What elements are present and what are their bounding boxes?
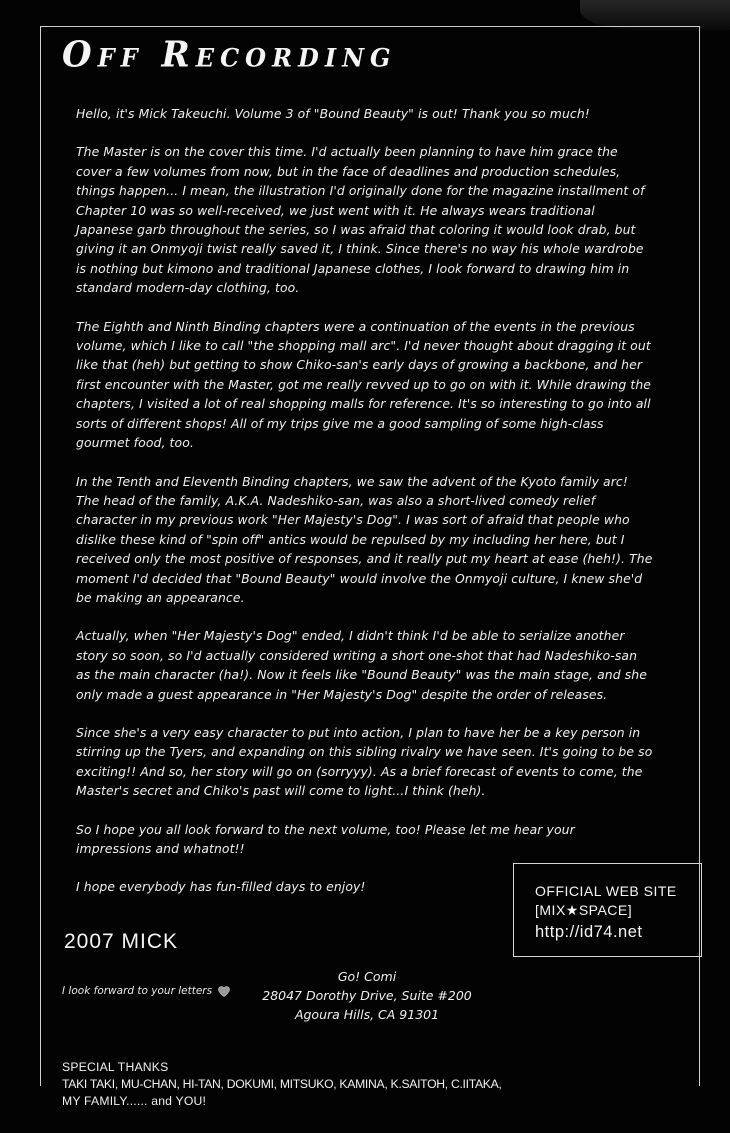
letter-paragraph: So I hope you all look forward to the next volume, too! Please let me hear your impressions and whatnot!!	[76, 821, 575, 856]
address-city: Agoura Hills, CA 91301	[294, 1007, 440, 1022]
thanks-names: TAKI TAKI, MU-CHAN, HI-TAN, DOKUMI, MITSUKO, KAMINA, K.SAITOH, C.IITAKA,	[62, 1077, 502, 1091]
thanks-family: MY FAMILY...... and YOU!	[62, 1094, 207, 1108]
letter-paragraph: Since she's a very easy character to put into action, I plan to have her be a key person in stirring up the Tyers, and expanding on this sibling rivalry we have seen. It's going to be so exciting!! And so, her story will go on (sorryyy). As a brief forecast of events to come, the Master's secret and Chiko's past will come to light...I think (heh).	[76, 724, 653, 799]
letter-paragraph: The Eighth and Ninth Binding chapters were a continuation of the events in the previous volume, which I like to call "the shopping mall arc". I'd never thought about dragging it out like that (heh) but getting to show Chiko-san's early days of growing a backbone, and her first encounter with the Master, got me really revved up to go on with it. While drawing the chapters, I visited a lot of real shopping malls for reference. It's so interesting to go into all sorts of different shops! All of my trips give me a good sampling of some high-class gourmet food, too.	[76, 318, 652, 451]
letter-body	[76, 104, 654, 916]
letter-paragraph: The Master is on the cover this time. I'd actually been planning to have him grace the cover a few volumes from now, but in the face of deadlines and production schedules, things happen... I mean, the illustration I'd originally done for the magazine installment of Chapter 10 was so well-received, we just went with it. He always wears traditional Japanese garb throughout the series, so I was afraid that coloring it would look drab, but giving it an Onmyoji twist really saved it, I think. Since there's no way his whole wardrobe is nothing but kimono and traditional Japanese clothes, I look forward to drawing him in standard modern-day clothing, too.	[76, 144, 645, 296]
letter-paragraph: Actually, when "Her Majesty's Dog" ended, I didn't think I'd be able to serialize another story so soon, so I'd actually considered writing a short one-shot that had Nadeshiko-san as the main character (ha!). Now it feels like "Bound Beauty" was the main stage, and she only made a guest appearance in "Her Majesty's Dog" despite the order of releases.	[76, 628, 647, 702]
letter-closing: I hope everybody has fun-filled days to enjoy!	[76, 879, 366, 895]
website-heading: OFFICIAL WEB SITE	[535, 883, 677, 899]
letter-paragraph: In the Tenth and Eleventh Binding chapters, we saw the advent of the Kyoto family arc! The head of the family, A.K.A. Nadeshiko-san, was also a short-lived comedy relief character in my previous work "Her Majesty's Dog". I was sort of afraid that people who dislike these kind of "spin off" antics would be repulsed by my including her here, but I received only the most positive of responses, and it really put my heart at ease (heh!). The moment I'd decided that "Bound Beauty" would involve the Onmyoji culture, I knew she'd be making an appearance.	[76, 473, 653, 605]
signature: 2007 MICK	[64, 930, 179, 953]
website-box	[513, 863, 702, 957]
website-name: [MIX★SPACE]	[535, 902, 633, 918]
address-street: 28047 Dorothy Drive, Suite #200	[262, 988, 472, 1003]
letter-paragraph: Hello, it's Mick Takeuchi. Volume 3 of "Bound Beauty" is out! Thank you so much!	[76, 106, 590, 121]
letters-note	[62, 985, 230, 997]
special-thanks	[62, 1059, 502, 1110]
mailing-address	[252, 967, 482, 1024]
address-recipient: Go! Comi	[337, 969, 397, 984]
website-url: http://id74.net	[535, 923, 643, 941]
thanks-heading: SPECIAL THANKS	[62, 1060, 169, 1074]
heart-icon	[218, 986, 230, 997]
letters-note-text: I look forward to your letters	[62, 985, 213, 997]
page-title: Off Recording	[62, 34, 397, 76]
